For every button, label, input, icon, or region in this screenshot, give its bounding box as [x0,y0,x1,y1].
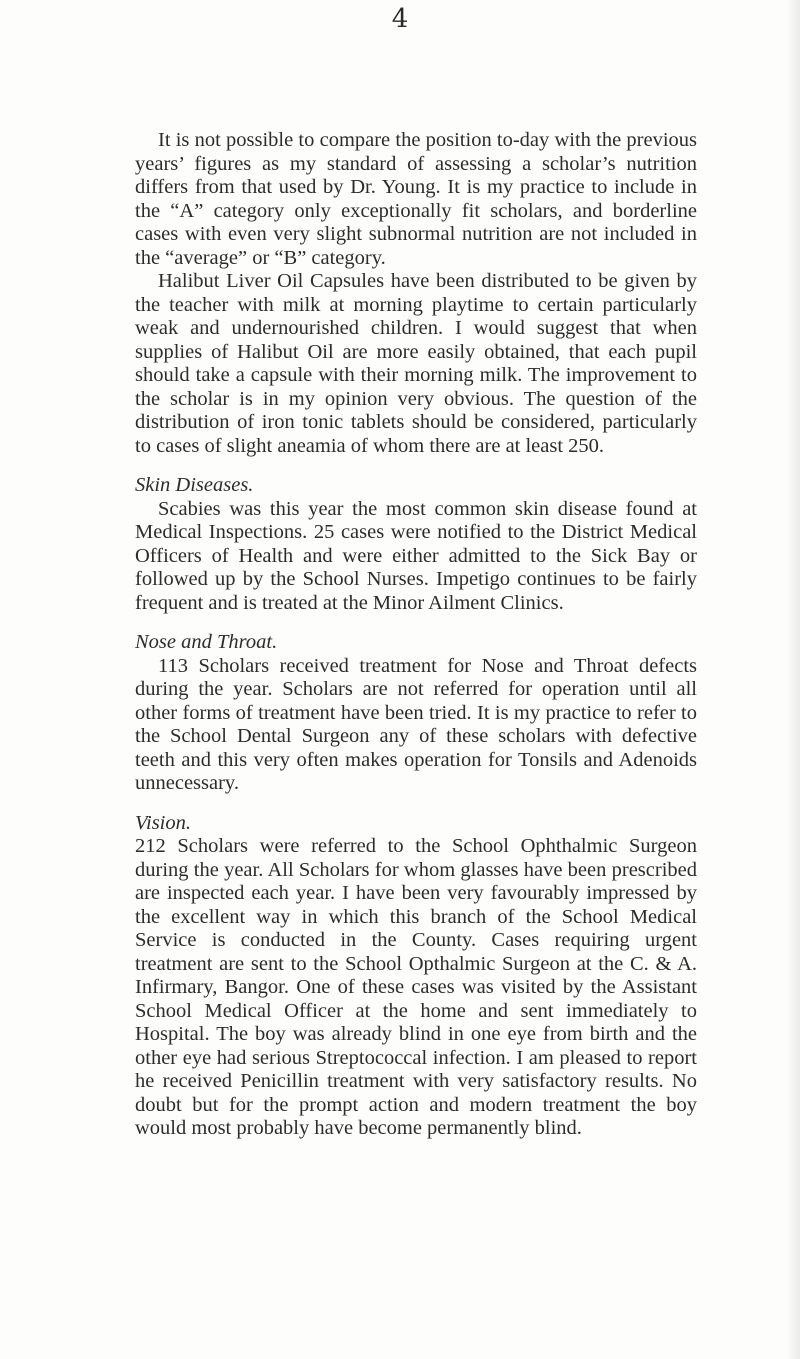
skin-diseases-paragraph: Scabies was this year the most common skin disease found at Medical Inspections. 25 cases were notified to the District Medical Officers of Health and were either admitted to the Sick Bay or followed up by the School Nurses. Impetigo continues to be fairly frequent and is treated at the Minor Ailment Clinics. [135,497,697,614]
vision-section [135,812,697,1141]
page-edge-shadow [786,0,800,1359]
skin-diseases-heading: Skin Diseases. [135,474,254,496]
page-body [135,129,697,1141]
page-number: 4 [391,4,409,34]
nose-throat-heading: Nose and Throat. [135,631,278,653]
nose-throat-paragraph: 113 Scholars received treatment for Nose and Throat defects during the year. Scholars are not referred for operation until all other forms of treatment have been tried. It is my practice to refer to the School Dental Surgeon any of these scholars with defective teeth and this very often makes operation for Tonsils and Adenoids unnecessary. [135,654,697,794]
vision-paragraph: 212 Scholars were referred to the School Ophthalmic Surgeon during the year. All Scholars for whom glasses have been prescribed are inspected each year. I have been very favourably impressed by the excellent way in which this branch of the School Medical Service is conducted in the County. Cases requiring urgent treatment are sent to the School Opthalmic Surgeon at the C. & A. Infirmary, Bangor. One of these cases was visited by the Assistant School Medical Officer at the home and sent immediately to Hospital. The boy was already blind in one eye from birth and the other eye had serious Streptococcal infection. I am pleased to report he received Penicillin treatment with very satisfactory results. No doubt but for the prompt action and modern treatment the boy would most probably have become permanently blind. [135,835,697,1139]
skin-diseases-section [135,474,697,615]
vision-heading: Vision. [135,811,191,834]
nose-throat-section [135,631,697,796]
halibut-oil-paragraph: Halibut Liver Oil Capsules have been distributed to be given by the teacher with milk at morning playtime to certain particularly weak and undernourished children. I would suggest that when supplies of Halibut Oil are more easily obtained, that each pupil should take a capsule with their morning milk. The improvement to the scholar is in my opinion very obvious. The question of the distribution of iron tonic tablets should be considered, particularly to cases of slight aneamia of whom there are at least 250. [135,270,697,457]
nutrition-paragraph: It is not possible to compare the position to-day with the previous years’ figures as my standard of assessing a scholar’s nutrition differs from that used by Dr. Young. It is my practice to include in the “A” category only exceptionally fit scholars, and borderline cases with even very slight subnormal nutrition are not included in the “average” or “B” category. [135,129,697,269]
